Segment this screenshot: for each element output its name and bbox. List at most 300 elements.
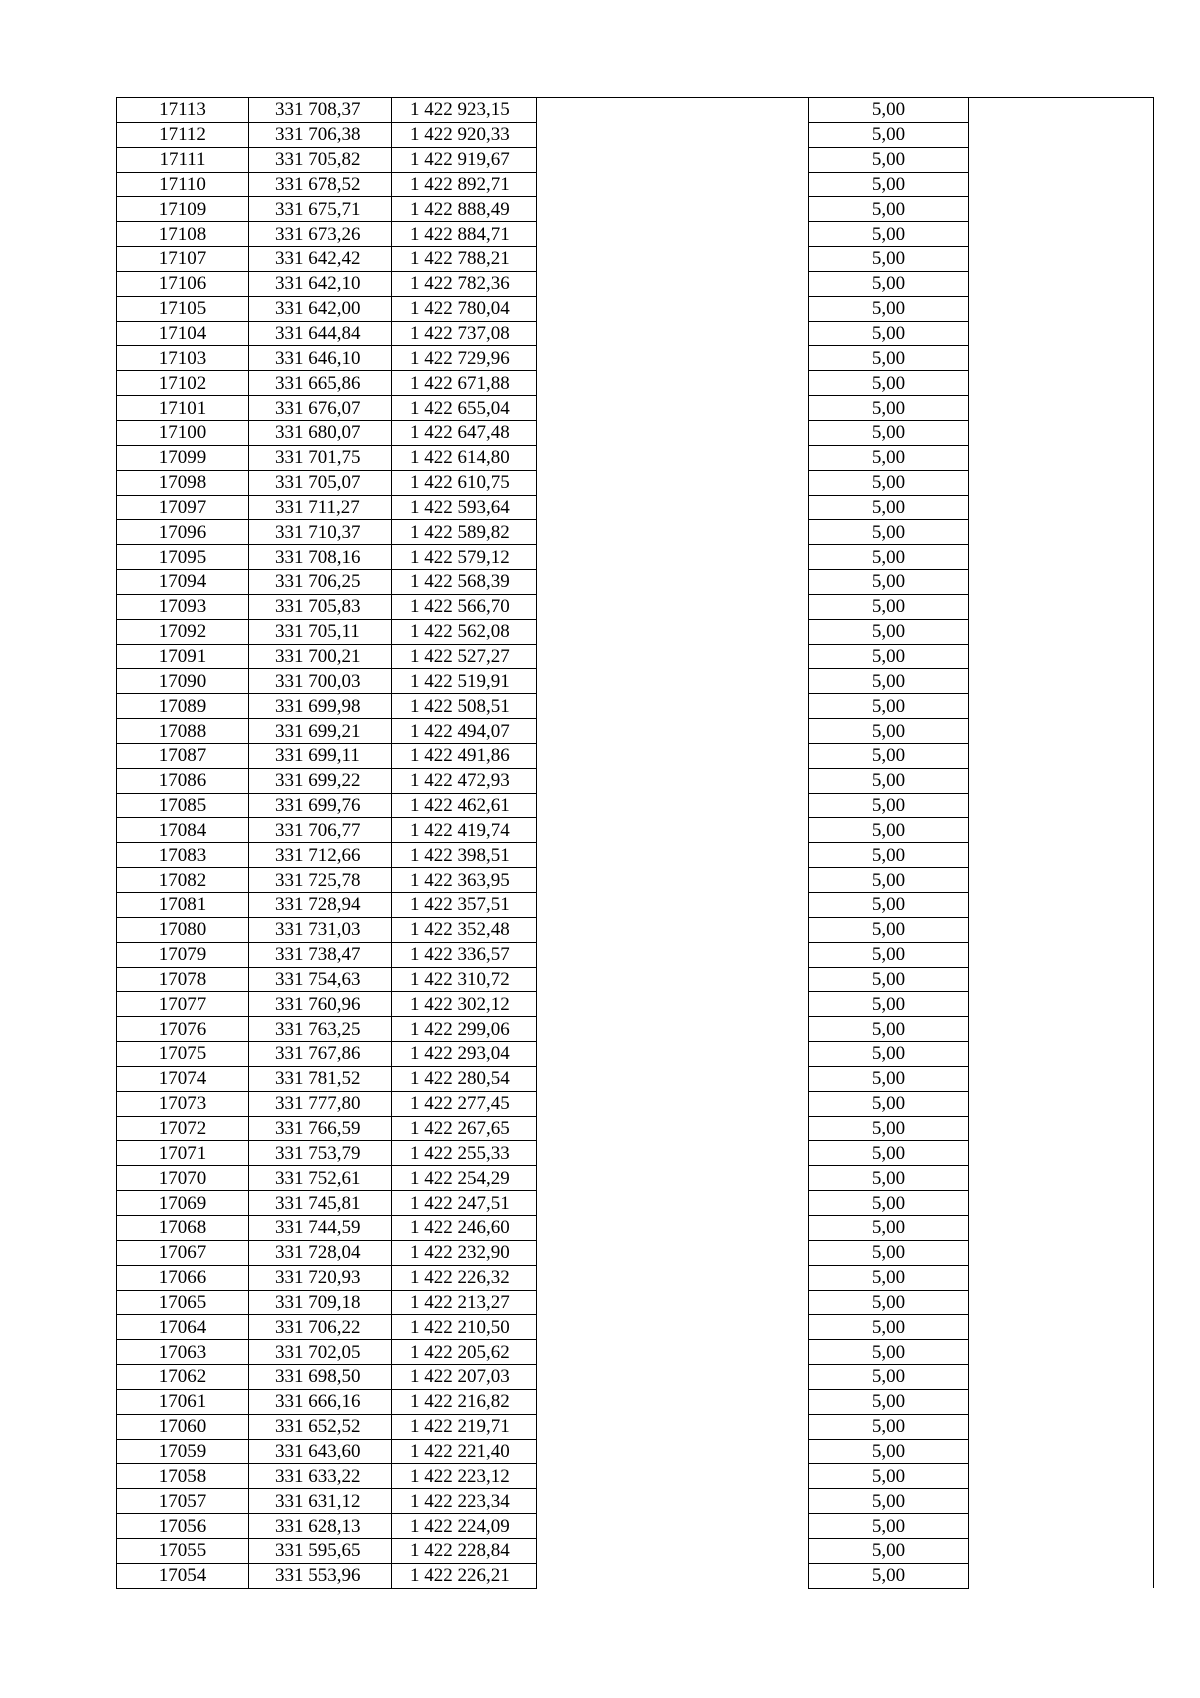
blank-cell — [969, 644, 1154, 669]
y-coordinate-cell: 1 422 888,49 — [392, 197, 537, 222]
x-coordinate-cell: 331 760,96 — [249, 992, 392, 1017]
x-coordinate-cell: 331 706,22 — [249, 1315, 392, 1340]
blank-cell — [537, 1489, 809, 1514]
value-cell: 5,00 — [809, 247, 969, 272]
value-cell: 5,00 — [809, 768, 969, 793]
y-coordinate-cell: 1 422 780,04 — [392, 296, 537, 321]
x-coordinate-cell: 331 701,75 — [249, 445, 392, 470]
blank-cell — [537, 1514, 809, 1539]
value-cell: 5,00 — [809, 147, 969, 172]
table-row — [117, 147, 1154, 172]
table-row — [117, 247, 1154, 272]
blank-cell — [969, 1166, 1154, 1191]
y-coordinate-cell: 1 422 729,96 — [392, 346, 537, 371]
blank-cell — [969, 1017, 1154, 1042]
table-body — [117, 98, 1154, 1589]
y-coordinate-cell: 1 422 232,90 — [392, 1240, 537, 1265]
y-coordinate-cell: 1 422 647,48 — [392, 420, 537, 445]
table-row — [117, 197, 1154, 222]
blank-cell — [969, 743, 1154, 768]
value-cell: 5,00 — [809, 1538, 969, 1563]
value-cell: 5,00 — [809, 222, 969, 247]
value-cell: 5,00 — [809, 470, 969, 495]
table-row — [117, 1166, 1154, 1191]
point-number-cell: 17072 — [117, 1116, 249, 1141]
value-cell: 5,00 — [809, 1514, 969, 1539]
value-cell: 5,00 — [809, 594, 969, 619]
table-row — [117, 1116, 1154, 1141]
x-coordinate-cell: 331 763,25 — [249, 1017, 392, 1042]
blank-cell — [537, 942, 809, 967]
table-row — [117, 1290, 1154, 1315]
table-row — [117, 371, 1154, 396]
x-coordinate-cell: 331 706,77 — [249, 818, 392, 843]
blank-cell — [969, 893, 1154, 918]
blank-cell — [537, 1365, 809, 1390]
y-coordinate-cell: 1 422 508,51 — [392, 694, 537, 719]
blank-cell — [969, 1489, 1154, 1514]
table-row — [117, 768, 1154, 793]
y-coordinate-cell: 1 422 579,12 — [392, 545, 537, 570]
table-row — [117, 1489, 1154, 1514]
x-coordinate-cell: 331 644,84 — [249, 321, 392, 346]
blank-cell — [969, 1290, 1154, 1315]
value-cell: 5,00 — [809, 520, 969, 545]
table-row — [117, 1538, 1154, 1563]
x-coordinate-cell: 331 595,65 — [249, 1538, 392, 1563]
point-number-cell: 17069 — [117, 1191, 249, 1216]
y-coordinate-cell: 1 422 210,50 — [392, 1315, 537, 1340]
x-coordinate-cell: 331 753,79 — [249, 1141, 392, 1166]
table-row — [117, 1514, 1154, 1539]
blank-cell — [537, 1017, 809, 1042]
blank-cell — [969, 1340, 1154, 1365]
table-row — [117, 942, 1154, 967]
y-coordinate-cell: 1 422 527,27 — [392, 644, 537, 669]
table-row — [117, 1215, 1154, 1240]
x-coordinate-cell: 331 699,11 — [249, 743, 392, 768]
x-coordinate-cell: 331 712,66 — [249, 843, 392, 868]
value-cell: 5,00 — [809, 420, 969, 445]
table-row — [117, 594, 1154, 619]
x-coordinate-cell: 331 731,03 — [249, 917, 392, 942]
value-cell: 5,00 — [809, 98, 969, 123]
x-coordinate-cell: 331 752,61 — [249, 1166, 392, 1191]
y-coordinate-cell: 1 422 226,21 — [392, 1563, 537, 1588]
y-coordinate-cell: 1 422 207,03 — [392, 1365, 537, 1390]
point-number-cell: 17081 — [117, 893, 249, 918]
point-number-cell: 17071 — [117, 1141, 249, 1166]
table-row — [117, 420, 1154, 445]
point-number-cell: 17054 — [117, 1563, 249, 1588]
value-cell: 5,00 — [809, 992, 969, 1017]
point-number-cell: 17094 — [117, 570, 249, 595]
y-coordinate-cell: 1 422 246,60 — [392, 1215, 537, 1240]
y-coordinate-cell: 1 422 782,36 — [392, 271, 537, 296]
x-coordinate-cell: 331 708,37 — [249, 98, 392, 123]
value-cell: 5,00 — [809, 1265, 969, 1290]
y-coordinate-cell: 1 422 267,65 — [392, 1116, 537, 1141]
blank-cell — [537, 222, 809, 247]
blank-cell — [969, 222, 1154, 247]
blank-cell — [969, 843, 1154, 868]
value-cell: 5,00 — [809, 1439, 969, 1464]
blank-cell — [537, 545, 809, 570]
blank-cell — [537, 768, 809, 793]
blank-cell — [537, 793, 809, 818]
blank-cell — [969, 147, 1154, 172]
value-cell: 5,00 — [809, 1191, 969, 1216]
point-number-cell: 17096 — [117, 520, 249, 545]
table-row — [117, 893, 1154, 918]
value-cell: 5,00 — [809, 122, 969, 147]
table-row — [117, 271, 1154, 296]
point-number-cell: 17101 — [117, 396, 249, 421]
value-cell: 5,00 — [809, 1240, 969, 1265]
point-number-cell: 17061 — [117, 1389, 249, 1414]
table-row — [117, 1091, 1154, 1116]
blank-cell — [537, 868, 809, 893]
x-coordinate-cell: 331 728,94 — [249, 893, 392, 918]
x-coordinate-cell: 331 705,83 — [249, 594, 392, 619]
y-coordinate-cell: 1 422 223,34 — [392, 1489, 537, 1514]
point-number-cell: 17104 — [117, 321, 249, 346]
x-coordinate-cell: 331 628,13 — [249, 1514, 392, 1539]
y-coordinate-cell: 1 422 589,82 — [392, 520, 537, 545]
x-coordinate-cell: 331 699,76 — [249, 793, 392, 818]
blank-cell — [537, 470, 809, 495]
blank-cell — [537, 992, 809, 1017]
value-cell: 5,00 — [809, 743, 969, 768]
blank-cell — [537, 1315, 809, 1340]
blank-cell — [969, 545, 1154, 570]
blank-cell — [969, 768, 1154, 793]
y-coordinate-cell: 1 422 255,33 — [392, 1141, 537, 1166]
blank-cell — [537, 1265, 809, 1290]
y-coordinate-cell: 1 422 219,71 — [392, 1414, 537, 1439]
value-cell: 5,00 — [809, 1563, 969, 1588]
point-number-cell: 17099 — [117, 445, 249, 470]
x-coordinate-cell: 331 631,12 — [249, 1489, 392, 1514]
blank-cell — [969, 942, 1154, 967]
y-coordinate-cell: 1 422 593,64 — [392, 495, 537, 520]
value-cell: 5,00 — [809, 495, 969, 520]
x-coordinate-cell: 331 699,22 — [249, 768, 392, 793]
blank-cell — [537, 743, 809, 768]
point-number-cell: 17076 — [117, 1017, 249, 1042]
point-number-cell: 17088 — [117, 719, 249, 744]
blank-cell — [969, 172, 1154, 197]
blank-cell — [537, 1439, 809, 1464]
blank-cell — [969, 1365, 1154, 1390]
blank-cell — [969, 818, 1154, 843]
point-number-cell: 17079 — [117, 942, 249, 967]
blank-cell — [537, 296, 809, 321]
point-number-cell: 17090 — [117, 669, 249, 694]
blank-cell — [537, 122, 809, 147]
table-row — [117, 520, 1154, 545]
x-coordinate-cell: 331 678,52 — [249, 172, 392, 197]
value-cell: 5,00 — [809, 346, 969, 371]
x-coordinate-cell: 331 675,71 — [249, 197, 392, 222]
blank-cell — [969, 396, 1154, 421]
blank-cell — [969, 570, 1154, 595]
y-coordinate-cell: 1 422 419,74 — [392, 818, 537, 843]
x-coordinate-cell: 331 702,05 — [249, 1340, 392, 1365]
x-coordinate-cell: 331 706,38 — [249, 122, 392, 147]
blank-cell — [537, 346, 809, 371]
value-cell: 5,00 — [809, 644, 969, 669]
y-coordinate-cell: 1 422 923,15 — [392, 98, 537, 123]
value-cell: 5,00 — [809, 843, 969, 868]
blank-cell — [537, 619, 809, 644]
value-cell: 5,00 — [809, 1066, 969, 1091]
point-number-cell: 17058 — [117, 1464, 249, 1489]
blank-cell — [969, 321, 1154, 346]
x-coordinate-cell: 331 705,82 — [249, 147, 392, 172]
blank-cell — [537, 98, 809, 123]
table-row — [117, 346, 1154, 371]
blank-cell — [969, 1191, 1154, 1216]
value-cell: 5,00 — [809, 1091, 969, 1116]
point-number-cell: 17103 — [117, 346, 249, 371]
value-cell: 5,00 — [809, 1290, 969, 1315]
blank-cell — [969, 1563, 1154, 1588]
y-coordinate-cell: 1 422 398,51 — [392, 843, 537, 868]
table-row — [117, 1141, 1154, 1166]
x-coordinate-cell: 331 710,37 — [249, 520, 392, 545]
y-coordinate-cell: 1 422 884,71 — [392, 222, 537, 247]
value-cell: 5,00 — [809, 545, 969, 570]
blank-cell — [969, 1514, 1154, 1539]
table-row — [117, 570, 1154, 595]
y-coordinate-cell: 1 422 610,75 — [392, 470, 537, 495]
x-coordinate-cell: 331 777,80 — [249, 1091, 392, 1116]
blank-cell — [537, 1240, 809, 1265]
point-number-cell: 17068 — [117, 1215, 249, 1240]
blank-cell — [969, 594, 1154, 619]
point-number-cell: 17067 — [117, 1240, 249, 1265]
point-number-cell: 17065 — [117, 1290, 249, 1315]
point-number-cell: 17056 — [117, 1514, 249, 1539]
point-number-cell: 17110 — [117, 172, 249, 197]
y-coordinate-cell: 1 422 919,67 — [392, 147, 537, 172]
y-coordinate-cell: 1 422 491,86 — [392, 743, 537, 768]
blank-cell — [969, 719, 1154, 744]
point-number-cell: 17089 — [117, 694, 249, 719]
x-coordinate-cell: 331 767,86 — [249, 1042, 392, 1067]
x-coordinate-cell: 331 709,18 — [249, 1290, 392, 1315]
value-cell: 5,00 — [809, 445, 969, 470]
blank-cell — [969, 1414, 1154, 1439]
blank-cell — [969, 1439, 1154, 1464]
point-number-cell: 17086 — [117, 768, 249, 793]
blank-cell — [537, 1116, 809, 1141]
blank-cell — [969, 122, 1154, 147]
blank-cell — [537, 570, 809, 595]
coordinates-table — [116, 97, 1154, 1589]
table-row — [117, 1265, 1154, 1290]
table-row — [117, 843, 1154, 868]
x-coordinate-cell: 331 642,00 — [249, 296, 392, 321]
y-coordinate-cell: 1 422 462,61 — [392, 793, 537, 818]
point-number-cell: 17062 — [117, 1365, 249, 1390]
x-coordinate-cell: 331 754,63 — [249, 967, 392, 992]
value-cell: 5,00 — [809, 1215, 969, 1240]
x-coordinate-cell: 331 633,22 — [249, 1464, 392, 1489]
x-coordinate-cell: 331 700,03 — [249, 669, 392, 694]
blank-cell — [969, 98, 1154, 123]
x-coordinate-cell: 331 665,86 — [249, 371, 392, 396]
y-coordinate-cell: 1 422 519,91 — [392, 669, 537, 694]
table-row — [117, 1191, 1154, 1216]
point-number-cell: 17073 — [117, 1091, 249, 1116]
value-cell: 5,00 — [809, 1116, 969, 1141]
x-coordinate-cell: 331 673,26 — [249, 222, 392, 247]
y-coordinate-cell: 1 422 226,32 — [392, 1265, 537, 1290]
blank-cell — [537, 917, 809, 942]
point-number-cell: 17100 — [117, 420, 249, 445]
blank-cell — [969, 1265, 1154, 1290]
table-row — [117, 793, 1154, 818]
x-coordinate-cell: 331 708,16 — [249, 545, 392, 570]
y-coordinate-cell: 1 422 293,04 — [392, 1042, 537, 1067]
table-row — [117, 719, 1154, 744]
blank-cell — [537, 893, 809, 918]
point-number-cell: 17080 — [117, 917, 249, 942]
x-coordinate-cell: 331 699,98 — [249, 694, 392, 719]
x-coordinate-cell: 331 705,11 — [249, 619, 392, 644]
value-cell: 5,00 — [809, 271, 969, 296]
table-row — [117, 743, 1154, 768]
table-row — [117, 992, 1154, 1017]
table-row — [117, 917, 1154, 942]
x-coordinate-cell: 331 698,50 — [249, 1365, 392, 1390]
table-row — [117, 1563, 1154, 1588]
point-number-cell: 17074 — [117, 1066, 249, 1091]
value-cell: 5,00 — [809, 1365, 969, 1390]
table-row — [117, 1066, 1154, 1091]
value-cell: 5,00 — [809, 1464, 969, 1489]
y-coordinate-cell: 1 422 247,51 — [392, 1191, 537, 1216]
y-coordinate-cell: 1 422 223,12 — [392, 1464, 537, 1489]
table-row — [117, 172, 1154, 197]
table-row — [117, 644, 1154, 669]
blank-cell — [969, 1091, 1154, 1116]
table-row — [117, 694, 1154, 719]
y-coordinate-cell: 1 422 205,62 — [392, 1340, 537, 1365]
table-row — [117, 122, 1154, 147]
y-coordinate-cell: 1 422 892,71 — [392, 172, 537, 197]
y-coordinate-cell: 1 422 614,80 — [392, 445, 537, 470]
table-row — [117, 545, 1154, 570]
value-cell: 5,00 — [809, 321, 969, 346]
value-cell: 5,00 — [809, 1340, 969, 1365]
blank-cell — [969, 917, 1154, 942]
table-row — [117, 296, 1154, 321]
point-number-cell: 17095 — [117, 545, 249, 570]
table-row — [117, 396, 1154, 421]
blank-cell — [537, 1290, 809, 1315]
value-cell: 5,00 — [809, 967, 969, 992]
point-number-cell: 17109 — [117, 197, 249, 222]
x-coordinate-cell: 331 705,07 — [249, 470, 392, 495]
value-cell: 5,00 — [809, 1315, 969, 1340]
point-number-cell: 17111 — [117, 147, 249, 172]
blank-cell — [537, 694, 809, 719]
blank-cell — [969, 1240, 1154, 1265]
value-cell: 5,00 — [809, 1414, 969, 1439]
blank-cell — [969, 1141, 1154, 1166]
y-coordinate-cell: 1 422 336,57 — [392, 942, 537, 967]
blank-cell — [969, 967, 1154, 992]
table-row — [117, 1414, 1154, 1439]
blank-cell — [969, 371, 1154, 396]
y-coordinate-cell: 1 422 299,06 — [392, 1017, 537, 1042]
y-coordinate-cell: 1 422 566,70 — [392, 594, 537, 619]
y-coordinate-cell: 1 422 254,29 — [392, 1166, 537, 1191]
table-row — [117, 669, 1154, 694]
blank-cell — [969, 520, 1154, 545]
point-number-cell: 17106 — [117, 271, 249, 296]
value-cell: 5,00 — [809, 172, 969, 197]
point-number-cell: 17092 — [117, 619, 249, 644]
y-coordinate-cell: 1 422 494,07 — [392, 719, 537, 744]
value-cell: 5,00 — [809, 1389, 969, 1414]
blank-cell — [537, 1166, 809, 1191]
value-cell: 5,00 — [809, 942, 969, 967]
x-coordinate-cell: 331 553,96 — [249, 1563, 392, 1588]
x-coordinate-cell: 331 666,16 — [249, 1389, 392, 1414]
y-coordinate-cell: 1 422 213,27 — [392, 1290, 537, 1315]
x-coordinate-cell: 331 725,78 — [249, 868, 392, 893]
table-row — [117, 1389, 1154, 1414]
point-number-cell: 17060 — [117, 1414, 249, 1439]
x-coordinate-cell: 331 744,59 — [249, 1215, 392, 1240]
blank-cell — [537, 594, 809, 619]
table-row — [117, 470, 1154, 495]
blank-cell — [537, 172, 809, 197]
blank-cell — [537, 420, 809, 445]
value-cell: 5,00 — [809, 296, 969, 321]
y-coordinate-cell: 1 422 568,39 — [392, 570, 537, 595]
blank-cell — [537, 321, 809, 346]
blank-cell — [969, 1215, 1154, 1240]
blank-cell — [537, 520, 809, 545]
blank-cell — [969, 346, 1154, 371]
blank-cell — [537, 445, 809, 470]
x-coordinate-cell: 331 738,47 — [249, 942, 392, 967]
blank-cell — [537, 1340, 809, 1365]
blank-cell — [969, 197, 1154, 222]
blank-cell — [537, 147, 809, 172]
blank-cell — [537, 719, 809, 744]
y-coordinate-cell: 1 422 216,82 — [392, 1389, 537, 1414]
x-coordinate-cell: 331 699,21 — [249, 719, 392, 744]
value-cell: 5,00 — [809, 818, 969, 843]
table-row — [117, 1365, 1154, 1390]
point-number-cell: 17077 — [117, 992, 249, 1017]
x-coordinate-cell: 331 745,81 — [249, 1191, 392, 1216]
table-row — [117, 1042, 1154, 1067]
value-cell: 5,00 — [809, 719, 969, 744]
y-coordinate-cell: 1 422 788,21 — [392, 247, 537, 272]
table-row — [117, 818, 1154, 843]
x-coordinate-cell: 331 680,07 — [249, 420, 392, 445]
blank-cell — [969, 1315, 1154, 1340]
blank-cell — [537, 371, 809, 396]
x-coordinate-cell: 331 652,52 — [249, 1414, 392, 1439]
